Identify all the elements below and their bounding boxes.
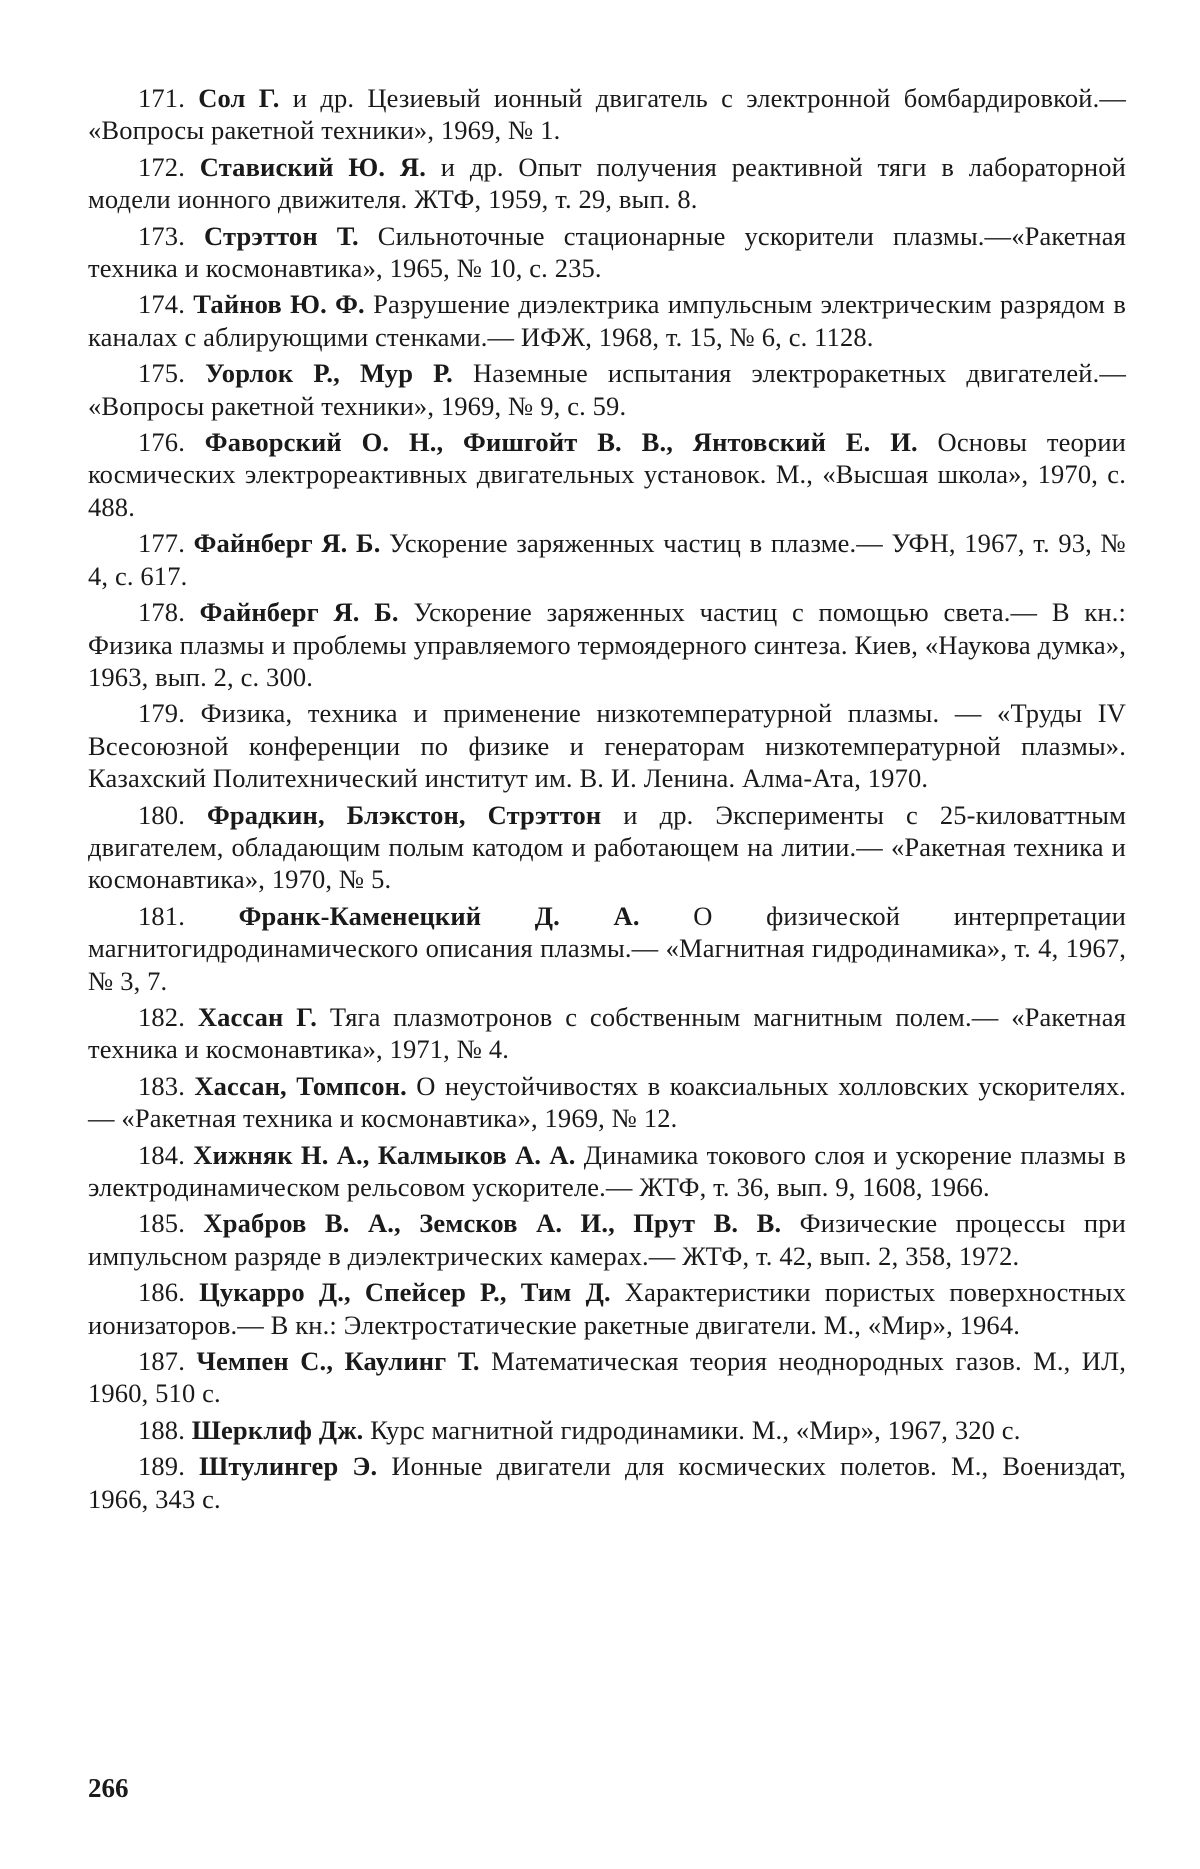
entry-authors: Фаворский О. Н., Фишгойт В. В., Янтовский Е. И. xyxy=(204,427,918,458)
bibliography-entry xyxy=(88,1139,1126,1204)
entry-text: Сильноточные стационарные ускорители плазмы.—«Ракетная техника и космонавтика», 1965, № 10, с. 235. xyxy=(88,220,1126,284)
entry-text: и др. Эксперименты с 25-киловаттным двигателем, обладающим полым катодом и работающем на литии.— «Ракетная техника и космонавтика», 1970, № 5. xyxy=(88,799,1126,895)
bibliography-entry xyxy=(88,426,1126,523)
bibliography-entry xyxy=(88,1207,1126,1272)
entry-text: Тяга плазмотронов с собственным магнитным полем.— «Ракетная техника и космонавтика», 1971, № 4. xyxy=(88,1001,1126,1065)
entry-number: 177. xyxy=(138,528,185,559)
entry-authors: Штулингер Э. xyxy=(199,1451,378,1482)
entry-number: 186. xyxy=(138,1277,185,1308)
entry-text: Физические процессы при импульсном разряде в диэлектрических камерах.— ЖТФ, т. 42, вып. 2, 358, 1972. xyxy=(88,1208,1126,1271)
entry-number: 176. xyxy=(138,427,185,458)
entry-authors: Сол Г. xyxy=(198,83,280,113)
entry-authors: Ставиский Ю. Я. xyxy=(199,151,426,182)
entry-authors: Цукарро Д., Спейсер Р., Тим Д. xyxy=(199,1277,611,1308)
bibliography-entry xyxy=(88,1001,1126,1066)
entry-number: 184. xyxy=(138,1139,185,1170)
entry-authors: Шерклиф Дж. xyxy=(191,1414,364,1445)
bibliography-entry xyxy=(88,82,1126,147)
entry-number: 181. xyxy=(138,900,185,931)
entry-text: О неустойчивостях в коаксиальных холловских ускорителях.— «Ракетная техника и космонавтика», 1969, № 12. xyxy=(88,1070,1127,1134)
bibliography-list xyxy=(88,82,1126,1519)
bibliography-entry xyxy=(88,1276,1126,1341)
entry-number: 189. xyxy=(138,1451,185,1482)
entry-text: и др. Опыт получения реактивной тяги в лабораторной модели ионного движителя. ЖТФ, 1959, т. 29, вып. 8. xyxy=(88,151,1126,215)
entry-text: Характеристики пористых поверхностных ионизаторов.— В кн.: Электростатические ракетные двигатели. М., «Мир», 1964. xyxy=(88,1277,1126,1340)
entry-text: Ионные двигатели для космических полетов. М., Воениздат, 1966, 343 с. xyxy=(88,1451,1126,1514)
entry-authors: Хассан Г. xyxy=(197,1001,318,1032)
bibliography-entry xyxy=(88,697,1126,794)
bibliography-entry xyxy=(88,220,1126,285)
entry-number: 187. xyxy=(138,1346,185,1377)
entry-number: 185. xyxy=(138,1208,185,1239)
entry-authors: Уорлок Р., Мур Р. xyxy=(205,358,453,389)
bibliography-entry xyxy=(88,527,1126,592)
entry-number: 188. xyxy=(138,1414,185,1445)
entry-authors: Франк-Каменецкий Д. А. xyxy=(238,900,640,931)
bibliography-entry xyxy=(88,151,1126,216)
entry-number: 171. xyxy=(138,83,185,113)
bibliography-entry xyxy=(88,799,1126,896)
entry-text: Математическая теория неоднородных газов. М., ИЛ, 1960, 510 с. xyxy=(88,1346,1126,1409)
entry-number: 180. xyxy=(138,799,185,830)
entry-text: Ускорение заряженных частиц в плазме.— УФН, 1967, т. 93, № 4, с. 617. xyxy=(88,528,1126,591)
page-number: 266 xyxy=(88,1773,129,1803)
entry-text: Основы теории космических электрореактивных двигательных установок. М., «Высшая школа», 1970, с. 488. xyxy=(88,427,1126,522)
bibliography-entry xyxy=(88,900,1126,997)
bibliography-entry xyxy=(88,1345,1126,1410)
entry-authors: Файнберг Я. Б. xyxy=(193,528,381,559)
entry-text: Физика, техника и применение низкотемпературной плазмы. — «Труды IV Всесоюзной конференции по физике и генераторам низкотемпературной плазмы». Казахский Политехнический институт им. В. И. Ленина. Алма-Ата, 1970. xyxy=(88,698,1126,794)
entry-text: Разрушение диэлектрика импульсным электрическим разрядом в каналах с аблирующими стенками.— ИФЖ, 1968, т. 15, № 6, с. 1128. xyxy=(88,289,1126,352)
entry-authors: Хассан, Томпсон. xyxy=(194,1070,407,1101)
entry-text: и др. Цезиевый ионный двигатель с электронной бомбардировкой.— «Вопросы ракетной техники», 1969, № 1. xyxy=(88,83,1127,146)
entry-number: 178. xyxy=(138,597,185,628)
entry-authors: Файнберг Я. Б. xyxy=(199,597,399,628)
entry-number: 173. xyxy=(138,220,185,251)
bibliography-entry xyxy=(88,1070,1126,1135)
bibliography-entry xyxy=(88,1414,1126,1446)
bibliography-entry xyxy=(88,288,1126,353)
entry-text: Ускорение заряженных частиц с помощью света.— В кн.: Физика плазмы и проблемы управляемого термоядерного синтеза. Киев, «Наукова думка», 1963, вып. 2, с. 300. xyxy=(88,597,1127,692)
entry-text: Наземные испытания электроракетных двигателей.— «Вопросы ракетной техники», 1969, № 9, с. 59. xyxy=(88,358,1126,421)
entry-authors: Фрадкин, Блэкстон, Стрэттон xyxy=(206,799,602,830)
bibliography-entry xyxy=(88,596,1126,693)
entry-authors: Чемпен С., Каулинг Т. xyxy=(196,1346,480,1377)
entry-authors: Стрэттон Т. xyxy=(204,220,359,251)
entry-text: Курс магнитной гидродинамики. М., «Мир», 1967, 320 с. xyxy=(363,1414,1021,1445)
entry-authors: Тайнов Ю. Ф. xyxy=(193,289,365,320)
entry-number: 182. xyxy=(138,1001,185,1032)
entry-number: 174. xyxy=(138,289,185,320)
entry-number: 179. xyxy=(138,698,185,729)
entry-number: 175. xyxy=(138,358,185,389)
entry-authors: Храбров В. А., Земсков А. И., Прут В. В. xyxy=(203,1208,782,1239)
bibliography-entry xyxy=(88,357,1126,422)
bibliography-entry xyxy=(88,1450,1126,1515)
entry-text: Динамика токового слоя и ускорение плазмы в электродинамическом рельсовом ускорителе.— ЖТФ, т. 36, вып. 9, 1608, 1966. xyxy=(88,1139,1127,1202)
entry-authors: Хижняк Н. А., Калмыков А. А. xyxy=(193,1139,576,1170)
entry-number: 172. xyxy=(138,151,185,182)
entry-number: 183. xyxy=(138,1070,185,1101)
entry-text: О физической интерпретации магнитогидродинамического описания плазмы.— «Магнитная гидродинамика», т. 4, 1967, № 3, 7. xyxy=(88,900,1126,996)
